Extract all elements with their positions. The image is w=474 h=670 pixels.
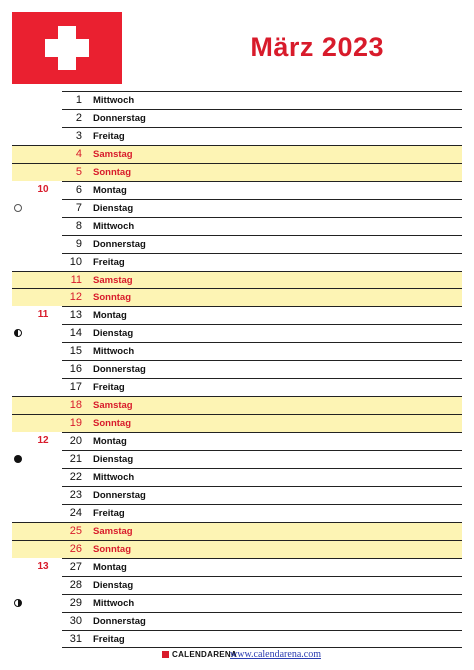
day-number: 13 <box>69 309 82 322</box>
brand-logo <box>162 650 237 659</box>
day-number: 11 <box>70 273 82 286</box>
weekday-name: Dienstag <box>93 328 134 340</box>
day-row <box>62 235 462 253</box>
day-row <box>62 163 462 181</box>
weekday-name: Montag <box>93 184 127 196</box>
weekday-name: Sonntag <box>93 292 131 304</box>
weekday-name: Mittwoch <box>93 220 135 232</box>
weekday-name: Mittwoch <box>93 346 135 358</box>
day-number: 12 <box>69 291 82 304</box>
day-number: 24 <box>69 506 82 519</box>
day-number: 23 <box>69 488 82 501</box>
week-number: 10 <box>37 183 49 195</box>
week-number: 11 <box>37 309 49 321</box>
weekday-name: Donnerstag <box>93 489 146 501</box>
day-number: 3 <box>75 129 82 142</box>
weekday-name: Sonntag <box>93 418 131 430</box>
day-number: 21 <box>69 453 82 465</box>
day-row <box>62 594 462 612</box>
day-row <box>62 360 462 378</box>
day-number: 15 <box>69 345 82 358</box>
day-row <box>62 432 462 450</box>
day-row <box>62 253 462 271</box>
day-row <box>62 414 462 432</box>
day-row <box>62 450 462 468</box>
weekday-name: Dienstag <box>93 202 134 214</box>
day-number: 7 <box>75 201 82 214</box>
weekday-name: Donnerstag <box>93 364 146 376</box>
week-number: 12 <box>37 435 49 447</box>
weekday-name: Montag <box>93 436 127 448</box>
day-number: 10 <box>69 255 82 268</box>
day-row <box>62 217 462 235</box>
day-row <box>62 612 462 630</box>
day-number: 6 <box>75 183 82 196</box>
day-number: 29 <box>69 596 82 609</box>
week-number: 13 <box>37 560 49 572</box>
brand-name: CALENDARENA <box>172 650 238 659</box>
day-number: 2 <box>75 111 82 124</box>
day-row <box>62 630 462 648</box>
day-row <box>62 576 462 594</box>
weekday-name: Freitag <box>93 633 125 645</box>
day-row <box>62 145 462 163</box>
moon-phase-first-quarter-icon <box>14 599 22 607</box>
day-row <box>62 558 462 576</box>
day-number: 1 <box>75 94 82 106</box>
day-row <box>62 127 462 145</box>
weekday-name: Dienstag <box>93 579 134 591</box>
day-number: 22 <box>69 470 82 483</box>
weekday-name: Mittwoch <box>93 471 135 483</box>
day-row <box>62 306 462 324</box>
weekday-name: Mittwoch <box>93 95 135 106</box>
weekday-name: Montag <box>93 310 127 322</box>
weekday-name: Mittwoch <box>93 597 135 609</box>
day-number: 16 <box>69 363 82 376</box>
day-row <box>62 396 462 414</box>
weekday-name: Donnerstag <box>93 238 146 250</box>
day-row <box>62 109 462 127</box>
day-number: 25 <box>69 524 82 537</box>
day-row <box>62 288 462 306</box>
day-number: 18 <box>69 399 82 412</box>
weekday-name: Freitag <box>93 256 125 268</box>
moon-phase-full-icon <box>14 204 22 212</box>
day-row <box>62 91 462 109</box>
page-title <box>0 32 464 63</box>
weekday-name: Freitag <box>93 130 125 142</box>
day-row <box>62 378 462 396</box>
day-row <box>62 540 462 558</box>
day-row <box>62 181 462 199</box>
day-number: 5 <box>75 165 82 178</box>
day-number: 14 <box>69 327 82 340</box>
day-row <box>62 522 462 540</box>
day-number: 27 <box>69 560 82 573</box>
moon-phase-last-quarter-icon <box>14 329 22 337</box>
day-number: 17 <box>69 381 82 394</box>
calendar-icon <box>162 651 169 658</box>
weekday-name: Montag <box>93 561 127 573</box>
weekday-name: Donnerstag <box>93 615 146 627</box>
day-number: 4 <box>75 147 82 160</box>
day-number: 9 <box>75 237 82 250</box>
weekday-name: Donnerstag <box>93 112 146 124</box>
day-number: 8 <box>75 219 82 232</box>
weekday-name: Samstag <box>93 525 133 537</box>
day-number: 20 <box>69 435 82 448</box>
weekday-name: Samstag <box>93 400 133 412</box>
website-link[interactable]: www.calendarena.com <box>230 649 321 660</box>
day-row <box>62 486 462 504</box>
weekday-name: Samstag <box>93 148 133 160</box>
day-row <box>62 324 462 342</box>
moon-phase-new-icon <box>14 455 22 463</box>
page-title-text: März 2023 <box>250 32 384 62</box>
day-row <box>62 199 462 217</box>
day-row <box>62 468 462 486</box>
day-number: 30 <box>69 614 82 627</box>
day-number: 26 <box>69 542 82 555</box>
day-number: 28 <box>69 578 82 591</box>
day-row <box>62 342 462 360</box>
weekday-name: Sonntag <box>93 543 131 555</box>
weekday-name: Freitag <box>93 507 125 519</box>
day-row <box>62 271 462 289</box>
day-number: 19 <box>69 417 82 430</box>
weekday-name: Freitag <box>93 382 125 394</box>
weekday-name: Dienstag <box>93 454 134 465</box>
weekday-name: Samstag <box>93 274 133 286</box>
footer <box>0 650 474 664</box>
day-row <box>62 504 462 522</box>
weekday-name: Sonntag <box>93 166 131 178</box>
day-number: 31 <box>69 632 82 645</box>
